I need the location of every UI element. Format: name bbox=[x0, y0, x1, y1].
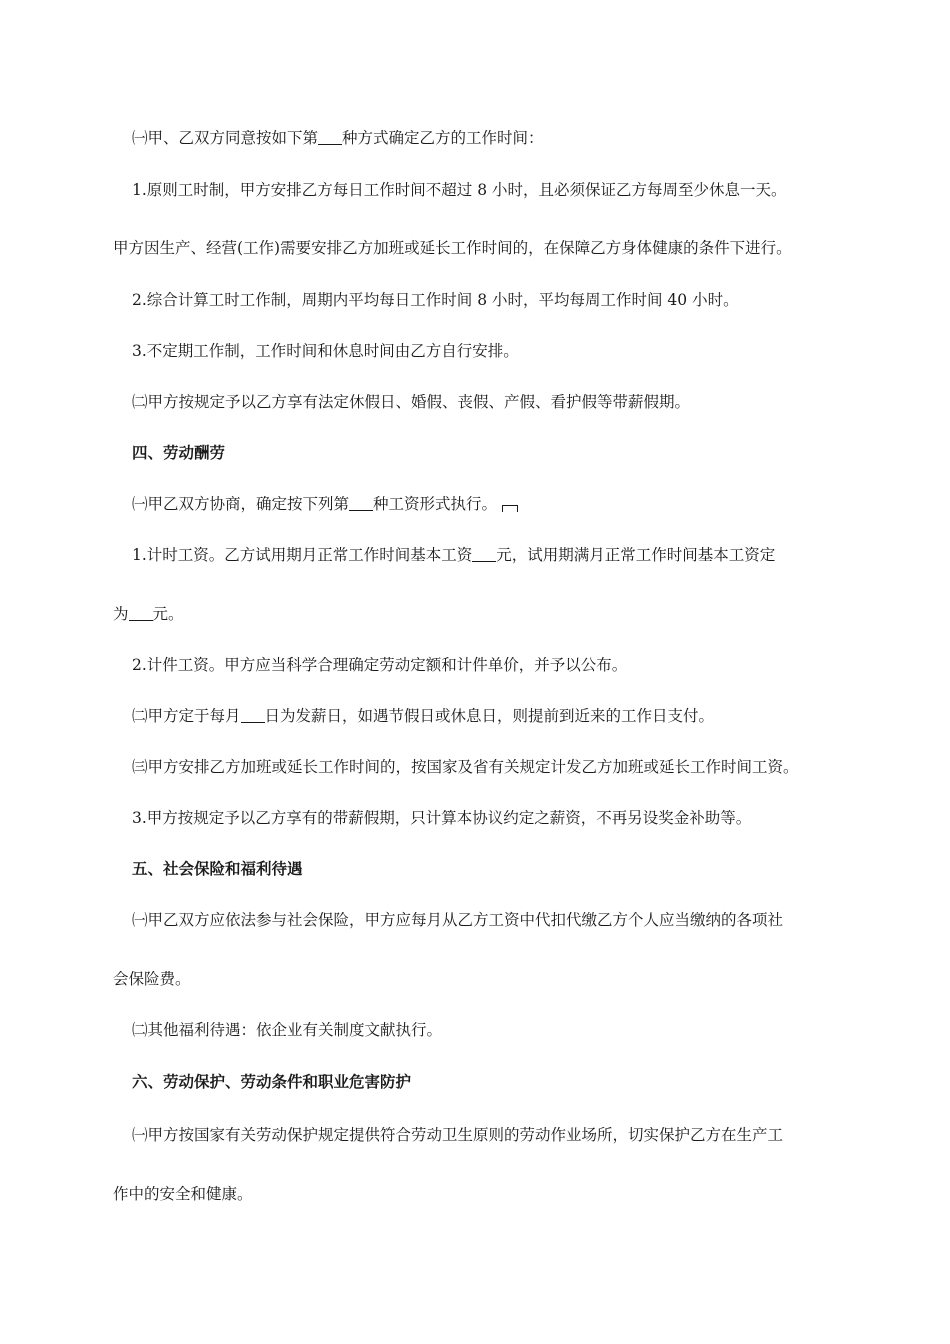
paragraph: 甲方因生产、经营(工作)需要安排乙方加班或延长工作时间的，在保障乙方身体健康的条件下进行。 bbox=[113, 239, 792, 257]
paragraph bbox=[113, 604, 184, 624]
paragraph: ㈢甲方安排乙方加班或延长工作时间的，按国家及省有关规定计发乙方加班或延长工作时间工资。 bbox=[132, 758, 799, 776]
paragraph: 2.计件工资。甲方应当科学合理确定劳动定额和计件单价，并予以公布。 bbox=[132, 656, 628, 674]
fill-in-blank bbox=[241, 707, 265, 723]
text: ㈡甲方定于每月 bbox=[132, 707, 241, 725]
text: ㈠甲乙双方协商，确定按下列第 bbox=[132, 495, 350, 513]
bracket-mark bbox=[502, 505, 518, 512]
paragraph bbox=[132, 545, 775, 565]
text: ㈠甲、乙双方同意按如下第 bbox=[132, 129, 319, 147]
fill-in-blank bbox=[318, 129, 342, 145]
fill-in-blank bbox=[129, 605, 153, 621]
text: 元，试用期满月正常工作时间基本工资定 bbox=[496, 546, 776, 564]
paragraph: 作中的安全和健康。 bbox=[113, 1185, 253, 1203]
text: 元。 bbox=[152, 605, 184, 623]
paragraph: 会保险费。 bbox=[113, 970, 191, 988]
fill-in-blank bbox=[349, 495, 373, 511]
paragraph: ㈡其他福利待遇：依企业有关制度文献执行。 bbox=[132, 1021, 443, 1039]
text: 为 bbox=[113, 605, 129, 623]
paragraph: ㈠甲乙双方应依法参与社会保险，甲方应每月从乙方工资中代扣代缴乙方个人应当缴纳的各项社 bbox=[132, 911, 784, 929]
section-heading: 四、劳动酬劳 bbox=[132, 443, 226, 462]
paragraph: 2.综合计算工时工作制，周期内平均每日工作时间 8 小时，平均每周工作时间 40 小时。 bbox=[132, 291, 739, 309]
paragraph: ㈠甲方按国家有关劳动保护规定提供符合劳动卫生原则的劳动作业场所，切实保护乙方在生产工 bbox=[132, 1126, 784, 1144]
paragraph bbox=[132, 494, 518, 514]
section-heading: 五、社会保险和福利待遇 bbox=[132, 859, 303, 878]
text: 日为发薪日，如遇节假日或休息日，则提前到近来的工作日支付。 bbox=[264, 707, 715, 725]
text: 种工资形式执行。 bbox=[373, 495, 498, 513]
paragraph bbox=[132, 128, 544, 148]
text: 种方式确定乙方的工作时间： bbox=[342, 129, 544, 147]
paragraph: ㈡甲方按规定予以乙方享有法定休假日、婚假、丧假、产假、看护假等带薪假期。 bbox=[132, 393, 691, 411]
paragraph bbox=[132, 706, 714, 726]
paragraph: 3.不定期工作制，工作时间和休息时间由乙方自行安排。 bbox=[132, 342, 519, 360]
paragraph: 1.原则工时制，甲方安排乙方每日工作时间不超过 8 小时，且必须保证乙方每周至少休息一天。 bbox=[132, 181, 787, 199]
paragraph: 3.甲方按规定予以乙方享有的带薪假期，只计算本协议约定之薪资，不再另设奖金补助等。 bbox=[132, 809, 752, 827]
fill-in-blank bbox=[472, 546, 496, 562]
section-heading: 六、劳动保护、劳动条件和职业危害防护 bbox=[132, 1072, 412, 1091]
text: 1.计时工资。乙方试用期月正常工作时间基本工资 bbox=[132, 546, 473, 564]
